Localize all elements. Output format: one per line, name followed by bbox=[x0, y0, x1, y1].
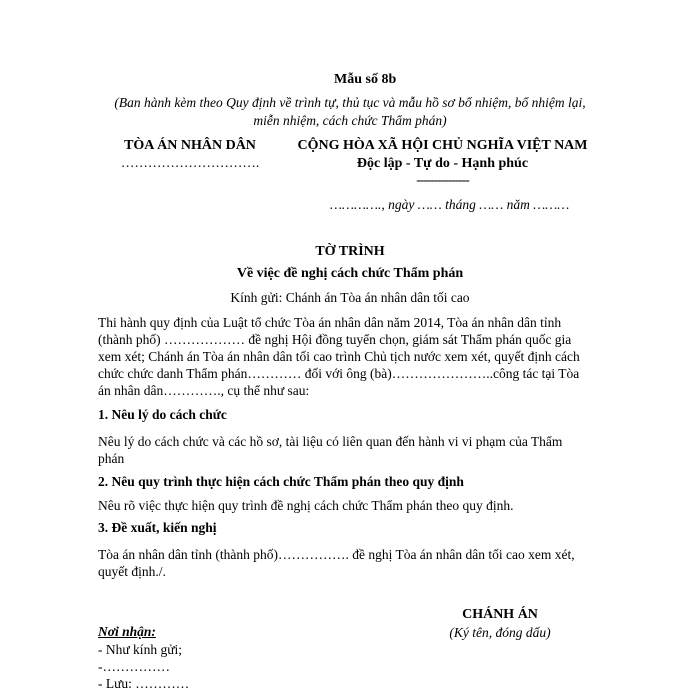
document-title: TỜ TRÌNH bbox=[315, 244, 385, 259]
national-motto: Độc lập - Tự do - Hạnh phúc bbox=[356, 156, 529, 171]
intro-line: án nhân dân…………., cụ thể như sau: bbox=[98, 383, 310, 398]
section-heading-1: 1. Nêu lý do cách chức bbox=[98, 407, 227, 422]
issued-note-line1: (Ban hành kèm theo Quy định về trình tự, thủ tục và mẫu hồ sơ bổ nhiệm, bổ nhiệm lại, bbox=[114, 95, 586, 110]
intro-line: xem xét; Chánh án Tòa án nhân dân tối cao trình Chủ tịch nước xem xét, quyết định cách bbox=[98, 349, 580, 364]
section-body-1 bbox=[98, 433, 628, 467]
intro-line: (thành phố) ……………… đề nghị Hội đồng tuyển chọn, giám sát Thẩm phán quốc gia bbox=[98, 332, 572, 347]
issued-note-line2: miễn nhiệm, cách chức Thẩm phán) bbox=[253, 113, 447, 128]
intro-line: Thi hành quy định của Luật tổ chức Tòa án nhân dân năm 2014, Tòa án nhân dân tỉnh bbox=[98, 315, 562, 330]
document-subject: Về việc đề nghị cách chức Thẩm phán bbox=[236, 266, 464, 281]
intro-line: chức chức danh Thẩm phán………… đối với ông (bà)…………………..công tác tại Tòa bbox=[98, 366, 580, 381]
section-line: Tòa án nhân dân tỉnh (thành phố)……………. đề nghị Tòa án nhân dân tối cao xem xét, bbox=[98, 547, 575, 562]
recipients-label: Nơi nhận: bbox=[98, 624, 156, 639]
section-body-2 bbox=[98, 497, 628, 514]
form-number: Mẫu số 8b bbox=[334, 72, 397, 87]
date-line: …………., ngày …… tháng …… năm ……… bbox=[330, 197, 570, 212]
recipient-item: - Như kính gửi; bbox=[98, 642, 183, 657]
court-name-dots: …………………………. bbox=[120, 155, 260, 170]
recipients-list bbox=[98, 641, 348, 692]
section-body-3 bbox=[98, 546, 628, 580]
court-name: TÒA ÁN NHÂN DÂN bbox=[124, 138, 256, 153]
section-heading-2: 2. Nêu quy trình thực hiện cách chức Thẩm phán theo quy định bbox=[98, 474, 464, 489]
intro-paragraph bbox=[98, 314, 628, 399]
section-line: Nêu rõ việc thực hiện quy trình đề nghị cách chức Thẩm phán theo quy định. bbox=[98, 498, 514, 513]
motto-underline: --------------- bbox=[416, 172, 469, 187]
recipient-line: Kính gửi: Chánh án Tòa án nhân dân tối cao bbox=[230, 290, 470, 305]
recipient-item: -…………… bbox=[98, 659, 170, 674]
section-line: quyết định./. bbox=[98, 564, 166, 579]
section-line: Nêu lý do cách chức và các hồ sơ, tài liệu có liên quan đến hành vi vi phạm của Thẩm bbox=[98, 434, 563, 449]
recipient-item: - Lưu: ………… bbox=[98, 676, 190, 691]
section-line: phán bbox=[98, 451, 125, 466]
signer-note: (Ký tên, đóng dấu) bbox=[449, 625, 551, 640]
signer-title: CHÁNH ÁN bbox=[462, 607, 538, 622]
republic-name: CỘNG HÒA XÃ HỘI CHỦ NGHĨA VIỆT NAM bbox=[297, 138, 588, 153]
section-heading-3: 3. Đề xuất, kiến nghị bbox=[98, 520, 217, 535]
